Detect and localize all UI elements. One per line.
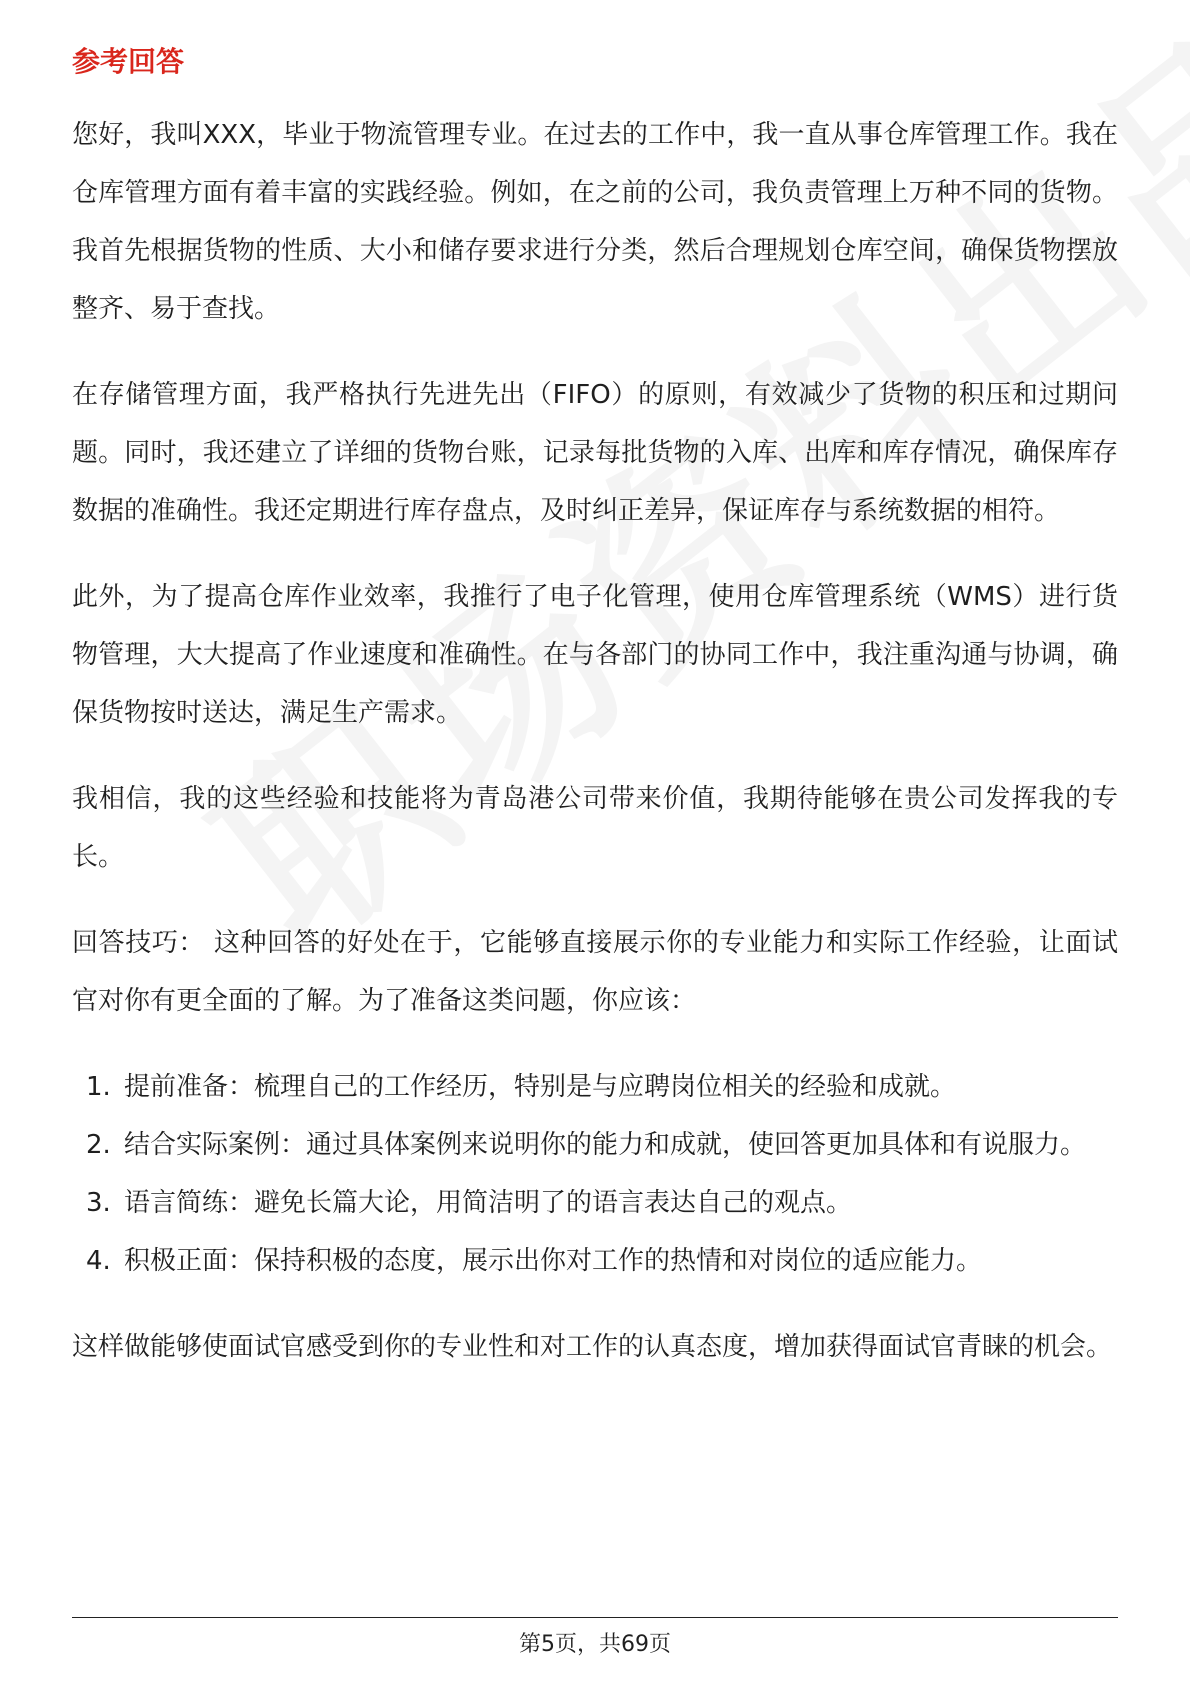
list-item-text: 提前准备：梳理自己的工作经历，特别是与应聘岗位相关的经验和成就。 xyxy=(124,1072,957,1102)
page-number: 第5页，共69页 xyxy=(519,1632,671,1657)
paragraph-storage: 在存储管理方面，我严格执行先进先出（FIFO）的原则，有效减少了货物的积压和过期问题。同时，我还建立了详细的货物台账，记录每批货物的入库、出库和库存情况，确保库存数据的准确性。我还定期进行库存盘点，及时纠正差异，保证库存与系统数据的相符。 xyxy=(72,380,1118,526)
list-item-number: 1. xyxy=(86,1072,111,1102)
list-item-text: 结合实际案例：通过具体案例来说明你的能力和成就，使回答更加具体和有说服力。 xyxy=(124,1130,1087,1160)
paragraph-conclusion: 我相信，我的这些经验和技能将为青岛港公司带来价值，我期待能够在贵公司发挥我的专长。 xyxy=(72,784,1118,872)
paragraph-tips-intro: 回答技巧： 这种回答的好处在于，它能够直接展示你的专业能力和实际工作经验，让面试官对你有更全面的了解。为了准备这类问题，你应该： xyxy=(72,928,1118,1016)
list-item xyxy=(72,1232,1118,1290)
list-item-text: 积极正面：保持积极的态度，展示出你对工作的热情和对岗位的适应能力。 xyxy=(124,1246,983,1276)
paragraph-efficiency: 此外，为了提高仓库作业效率，我推行了电子化管理，使用仓库管理系统（WMS）进行货物管理，大大提高了作业速度和准确性。在与各部门的协同工作中，我注重沟通与协调，确保货物按时送达，满足生产需求。 xyxy=(72,582,1118,728)
list-item-number: 2. xyxy=(86,1130,111,1160)
paragraph-intro: 您好，我叫XXX，毕业于物流管理专业。在过去的工作中，我一直从事仓库管理工作。我在仓库管理方面有着丰富的实践经验。例如，在之前的公司，我负责管理上万种不同的货物。我首先根据货物的性质、大小和储存要求进行分类，然后合理规划仓库空间，确保货物摆放整齐、易于查找。 xyxy=(72,120,1118,324)
list-item xyxy=(72,1058,1118,1116)
tips-list xyxy=(72,1058,1118,1290)
list-item xyxy=(72,1174,1118,1232)
document-page xyxy=(72,40,1118,1404)
list-item-number: 4. xyxy=(86,1246,111,1276)
list-item-number: 3. xyxy=(86,1188,111,1218)
list-item-text: 语言简练：避免长篇大论，用简洁明了的语言表达自己的观点。 xyxy=(124,1188,853,1218)
paragraph-closing: 这样做能够使面试官感受到你的专业性和对工作的认真态度，增加获得面试官青睐的机会。 xyxy=(72,1332,1113,1362)
footer-divider xyxy=(72,1617,1118,1618)
section-heading: 参考回答 xyxy=(72,45,185,78)
list-item xyxy=(72,1116,1118,1174)
